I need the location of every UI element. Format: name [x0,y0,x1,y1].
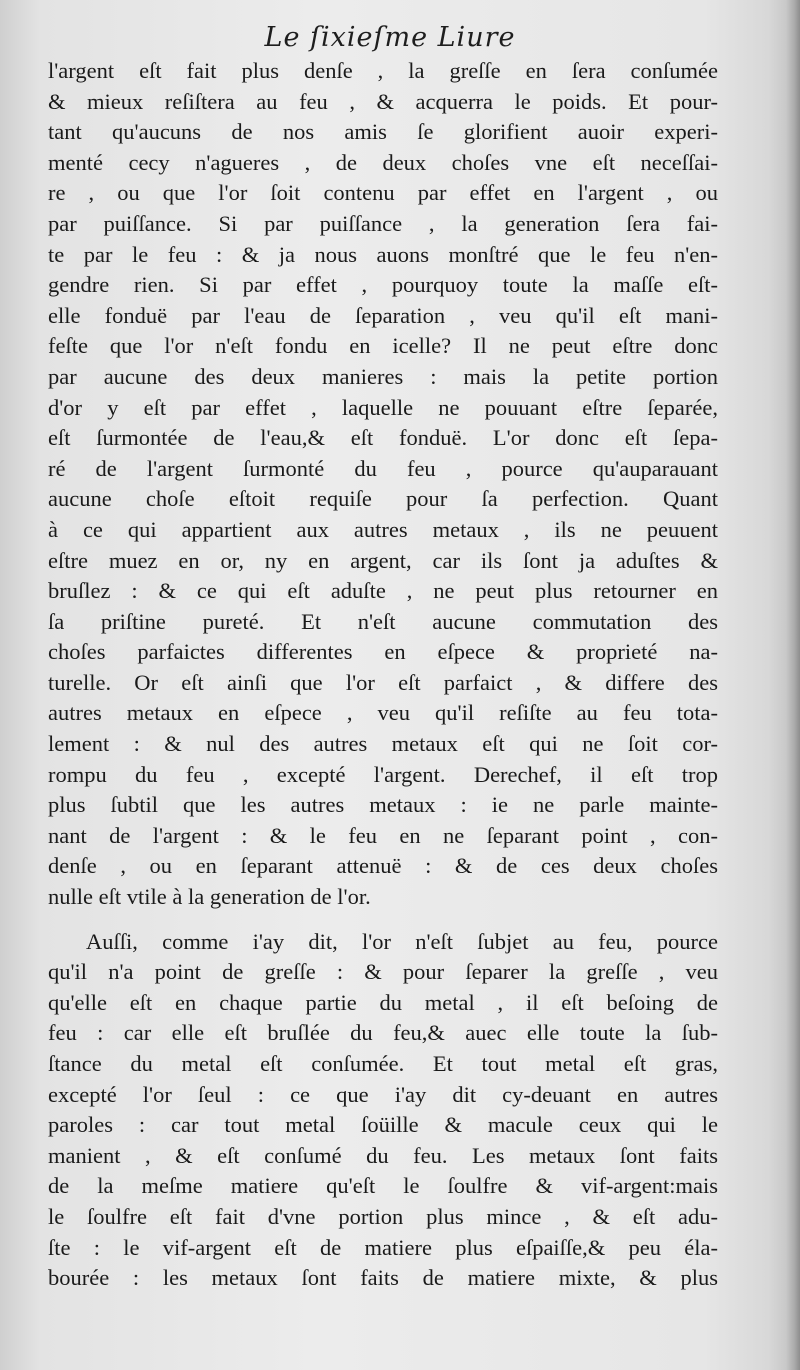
text-line: par puiſſance. Si par puiſſance , la generation ſera fai- [48,210,718,236]
text-line: gendre rien. Si par effet , pourquoy toute la maſſe eſt- [48,272,718,298]
text-block [48,56,718,1294]
text-line: l'argent eſt fait plus denſe , la greſſe en ſera conſumée [48,58,718,83]
text-line: plus ſubtil que les autres metaux : ie ne parle mainte- [48,792,718,818]
text-line: elle fonduë par l'eau de ſeparation , veu qu'il eſt mani- [48,302,718,328]
text-line: à ce qui appartient aux autres metaux , ils ne peuuent [48,516,718,542]
running-head: Le ſixieſme Liure [264,22,516,53]
text-line: nant de l'argent : & le feu en ne ſeparant point , con- [48,822,718,848]
text-line: tant qu'aucuns de nos amis ſe glorifient auoir experi- [48,119,718,145]
text-line: ſtance du metal eſt conſumée. Et tout metal eſt gras, [48,1051,718,1076]
text-line: excepté l'or ſeul : ce que i'ay dit cy-deuant en autres [48,1081,718,1107]
text-line: & mieux reſiſtera au feu , & acquerra le poids. Et pour- [48,88,718,114]
text-line: eſt ſurmontée de l'eau,& eſt fonduë. L'or donc eſt ſepa- [48,425,718,451]
text-line: choſes parfaictes differentes en eſpece & proprieté na- [48,639,718,665]
text-line: aucune choſe eſtoit requiſe pour ſa perfection. Quant [48,486,718,512]
text-line: ſte : le vif-argent eſt de matiere plus eſpaiſſe,& peu éla- [48,1234,718,1260]
paragraph-1 [48,56,718,913]
text-line: par aucune des deux manieres : mais la petite portion [48,363,718,389]
page-edge-shadow [786,0,800,1370]
text-line: rompu du feu , excepté l'argent. Derechef, il eſt trop [48,761,718,787]
text-line: turelle. Or eſt ainſi que l'or eſt parfaict , & differe des [48,669,718,695]
text-line: eſtre muez en or, ny en argent, car ils ſont ja aduſtes & [48,547,718,573]
text-line: lement : & nul des autres metaux eſt qui ne ſoit cor- [48,731,718,757]
text-line: Auſſi, comme i'ay dit, l'or n'eſt ſubjet au feu, pource [86,928,718,954]
text-line: te par le feu : & ja nous auons monſtré que le feu n'en- [48,241,718,267]
text-line: denſe , ou en ſeparant attenuë : & de ces deux choſes [48,853,718,879]
text-line: feſte que l'or n'eſt fondu en icelle? Il ne peut eſtre donc [48,333,718,359]
text-line: autres metaux en eſpece , veu qu'il reſiſte au feu tota- [48,700,718,726]
text-line: le ſoulfre eſt fait d'vne portion plus mince , & eſt adu- [48,1203,718,1229]
paragraph-gap [48,913,718,927]
text-line: ré de l'argent ſurmonté du feu , pource qu'auparauant [48,455,718,481]
text-line: feu : car elle eſt bruſlée du feu,& auec elle toute la ſub- [48,1020,718,1046]
text-line: qu'elle eſt en chaque partie du metal , il eſt beſoing de [48,989,718,1015]
text-line: paroles : car tout metal ſoüille & macule ceux qui le [48,1112,718,1138]
text-line: manient , & eſt conſumé du feu. Les metaux ſont faits [48,1142,718,1168]
paragraph-2 [48,927,718,1294]
text-line: d'or y eſt par effet , laquelle ne pouuant eſtre ſeparée, [48,394,718,420]
text-line: bourée : les metaux ſont faits de matiere mixte, & plus [48,1265,718,1291]
text-line: menté cecy n'agueres , de deux choſes vne eſt neceſſai- [48,149,718,175]
text-line: nulle eſt vtile à la generation de l'or. [48,884,371,910]
text-line: qu'il n'a point de greſſe : & pour ſeparer la greſſe , veu [48,959,718,985]
text-line: bruſlez : & ce qui eſt aduſte , ne peut plus retourner en [48,578,718,604]
text-line: ſa priſtine pureté. Et n'eſt aucune commutation des [48,608,718,634]
text-line: re , ou que l'or ſoit contenu par effet en l'argent , ou [48,180,718,206]
text-line: de la meſme matiere qu'eſt le ſoulfre & vif-argent:mais [48,1173,718,1199]
